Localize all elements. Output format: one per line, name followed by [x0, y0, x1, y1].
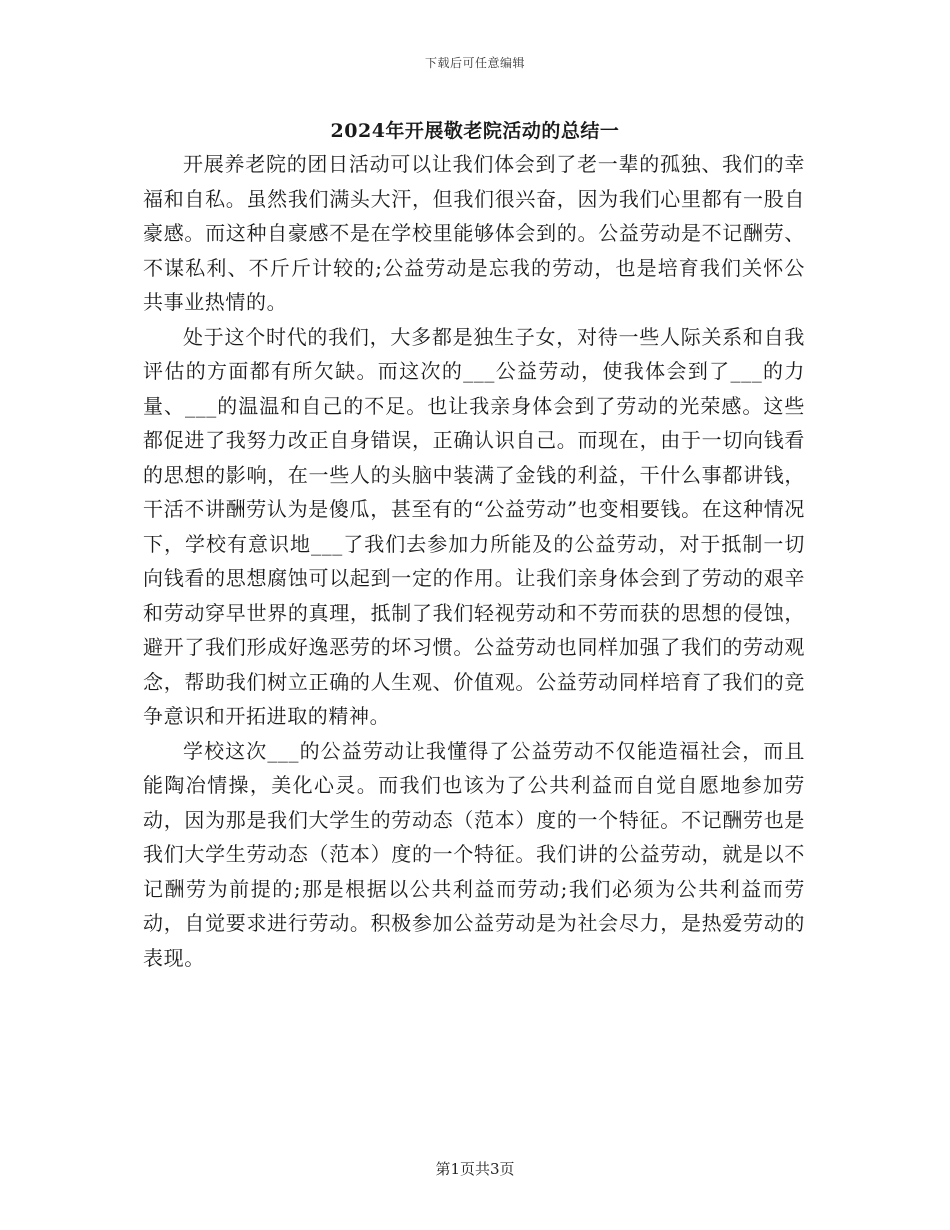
paragraph-1: 开展养老院的团日活动可以让我们体会到了老一辈的孤独、我们的幸福和自私。虽然我们满头大汗，但我们很兴奋，因为我们心里都有一股自豪感。而这种自豪感不是在学校里能够体会到的。公益劳动是不记酬劳、不谋私利、不斤斤计较的;公益劳动是忘我的劳动，也是培育我们关怀公共事业热情的。 [143, 152, 805, 314]
document-title: 2024年开展敬老院活动的总结一 [330, 120, 620, 142]
header-note: 下载后可任意编辑 [424, 56, 525, 70]
paragraph-2: 处于这个时代的我们，大多都是独生子女，对待一些人际关系和自我评估的方面都有所欠缺。而这次的___公益劳动，使我体会到了___的力量、___的温温和自己的不足。也让我亲身体会到了劳动的光荣感。这些都促进了我努力改正自身错误，正确认识自己。而现在，由于一切向钱看的思想的影响，在一些人的头脑中装满了金钱的利益，干什么事都讲钱，干活不讲酬劳认为是傻瓜，甚至有的“公益劳动”也变相要钱。在这种情况下，学校有意识地___了我们去参加力所能及的公益劳动，对于抵制一切向钱看的思想腐蚀可以起到一定的作用。让我们亲身体会到了劳动的艰辛和劳动穿早世界的真理，抵制了我们轻视劳动和不劳而获的思想的侵蚀，避开了我们形成好逸恶劳的坏习惯。公益劳动也同样加强了我们的劳动观念，帮助我们树立正确的人生观、价值观。公益劳动同样培育了我们的竞争意识和开拓进取的精神。 [143, 324, 805, 728]
page-number: 第1页共3页 [435, 1160, 515, 1178]
document-body [143, 147, 805, 975]
paragraph-3: 学校这次___的公益劳动让我懂得了公益劳动不仅能造福社会，而且能陶冶情操，美化心灵。而我们也该为了公共利益而自觉自愿地参加劳动，因为那是我们大学生的劳动态（范本）度的一个特征。不记酬劳也是我们大学生劳动态（范本）度的一个特征。我们讲的公益劳动，就是以不记酬劳为前提的;那是根据以公共利益而劳动;我们必须为公共利益而劳动，自觉要求进行劳动。积极参加公益劳动是为社会尽力，是热爱劳动的表现。 [143, 738, 805, 970]
